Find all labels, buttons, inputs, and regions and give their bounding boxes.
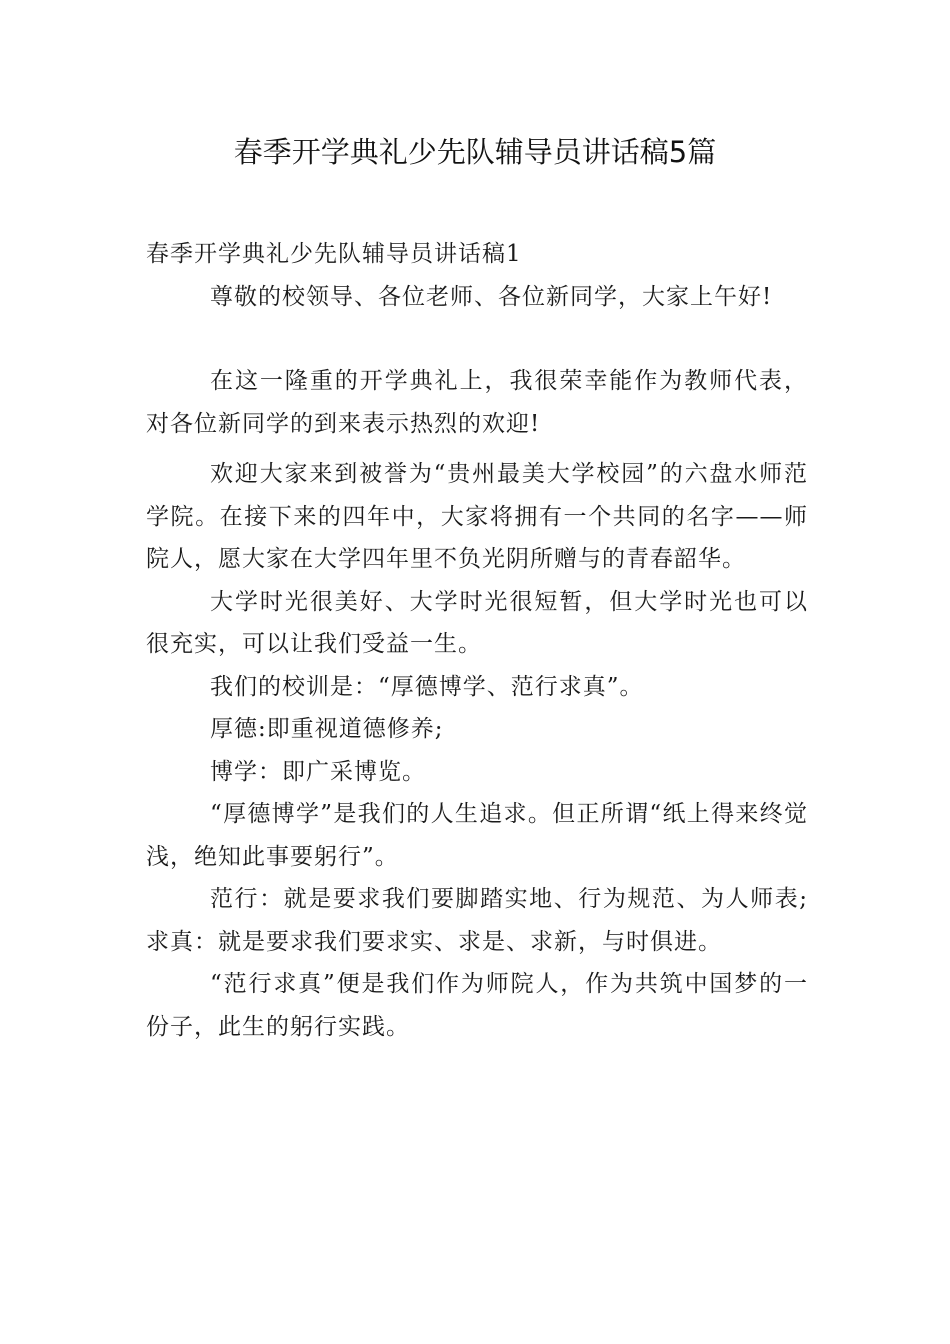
paragraph-welcome: 在这一隆重的开学典礼上，我很荣幸能作为教师代表，对各位新同学的到来表示热烈的欢迎! [146,368,808,437]
document-title: 春季开学典礼少先队辅导员讲话稿5篇 [233,135,717,169]
section-heading: 春季开学典礼少先队辅导员讲话稿1 [146,241,522,267]
paragraph-university-time: 大学时光很美好、大学时光很短暂，但大学时光也可以很充实，可以让我们受益一生。 [146,588,808,657]
paragraph-boxue: 博学：即广采博览。 [210,758,426,785]
paragraph-pursuit: “厚德博学”是我们的人生追求。但正所谓“纸上得来终觉浅，绝知此事要躬行”。 [146,801,808,870]
greeting-paragraph: 尊敬的校领导、各位老师、各位新同学，大家上午好! [210,283,773,310]
paragraph-campus: 欢迎大家来到被誉为“贵州最美大学校园”的六盘水师范学院。在接下来的四年中，大家将拥有一个共同的名字——师院人，愿大家在大学四年里不负光阴所赠与的青春韶华。 [146,461,808,572]
paragraph-practice: “范行求真”便是我们作为师院人，作为共筑中国梦的一份子，此生的躬行实践。 [146,971,808,1040]
document-body [146,233,808,1048]
paragraph-houde: 厚德:即重视道德修养; [210,716,444,742]
paragraph-fanxing: 范行：就是要求我们要脚踏实地、行为规范、为人师表;求真：就是要求我们要求实、求是、求新，与时俱进。 [146,886,808,955]
paragraph-motto: 我们的校训是：“厚德博学、范行求真”。 [210,673,644,700]
